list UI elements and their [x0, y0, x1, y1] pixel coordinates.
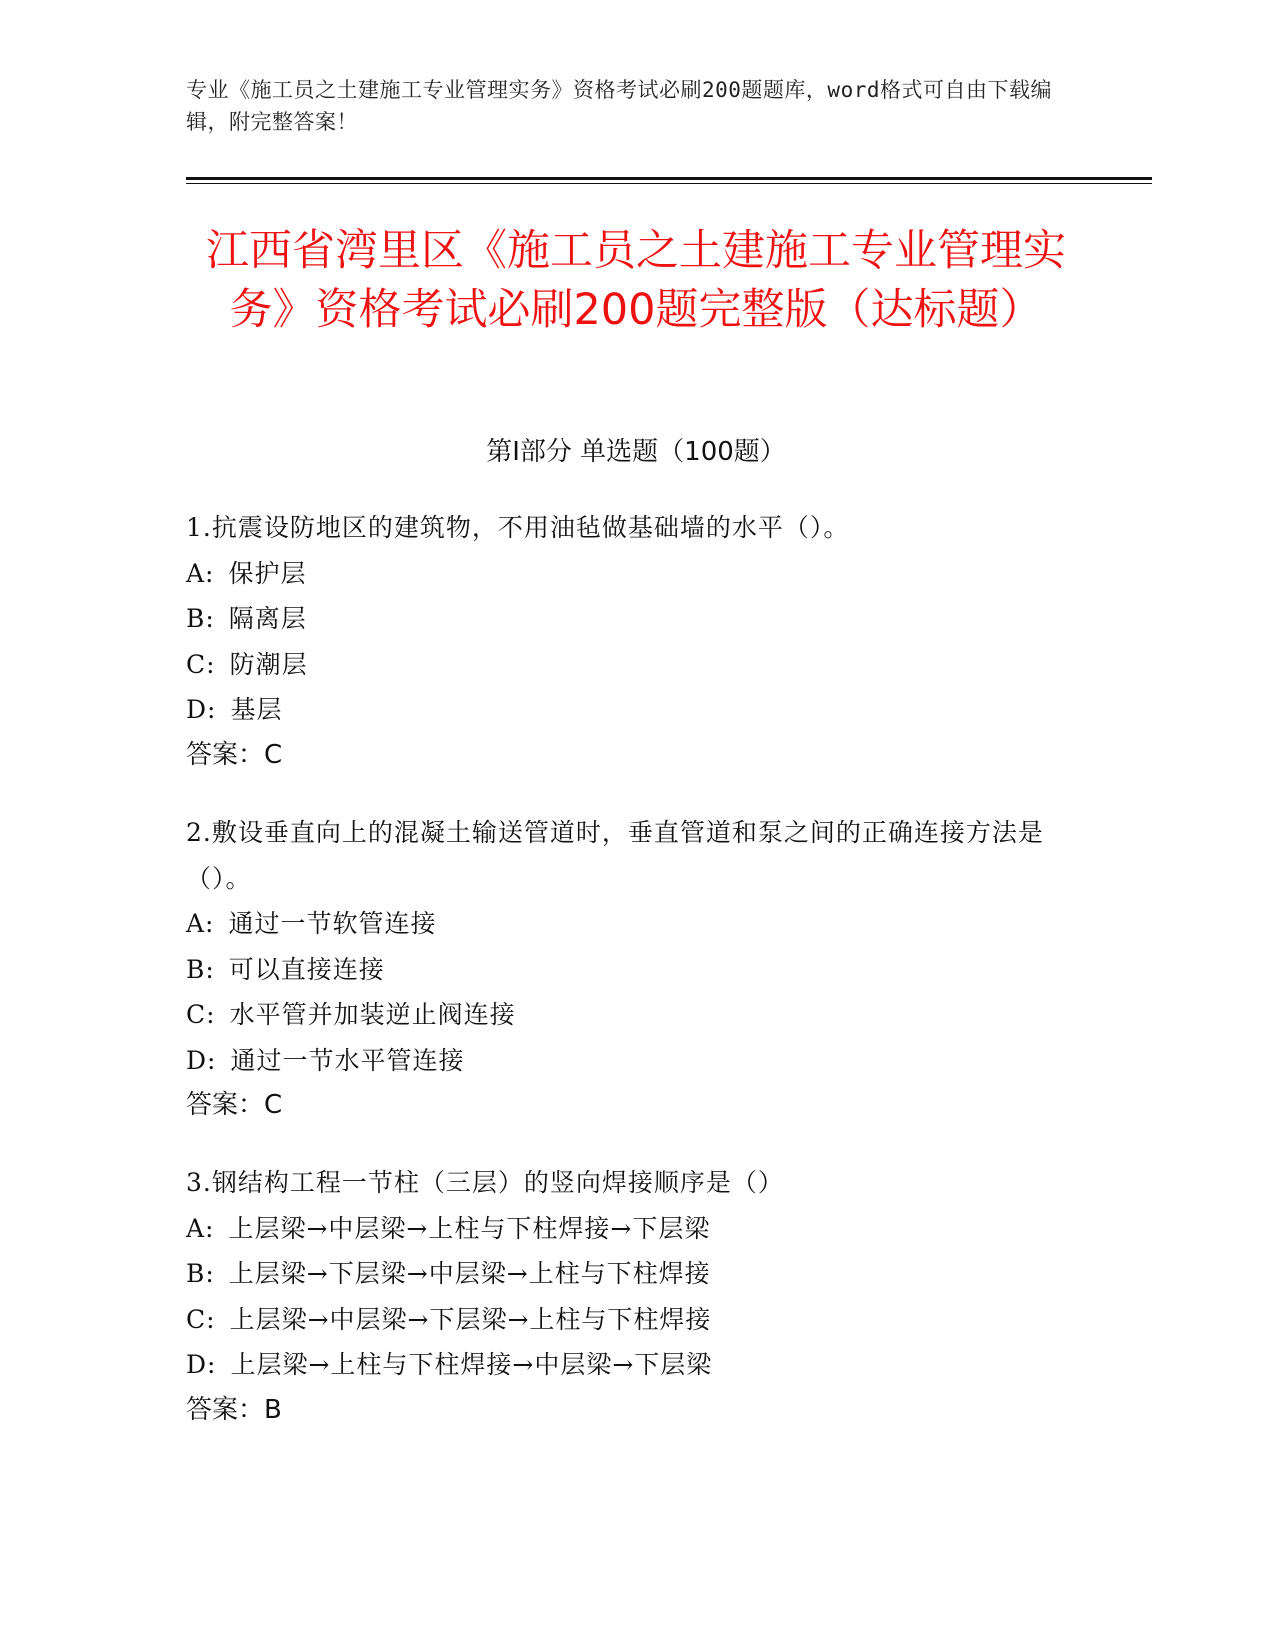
answer-label: 答案：	[186, 1394, 265, 1425]
question-2	[186, 810, 1066, 1129]
answer-value: C	[264, 739, 283, 770]
header-note: 专业《施工员之土建施工专业管理实务》资格考试必刷200题题库，word格式可自由下载编辑，附完整答案！	[186, 78, 1052, 134]
answer-value: B	[264, 1394, 282, 1425]
option-text: 基层	[230, 695, 283, 724]
option-key: A:	[186, 909, 215, 938]
section-title: 第I部分 单选题（100题）	[486, 437, 786, 467]
option-b	[186, 1251, 1066, 1297]
question-stem: 3.钢结构工程一节柱（三层）的竖向焊接顺序是（）	[186, 1168, 784, 1197]
answer-line	[186, 733, 1066, 779]
option-key: D:	[186, 1045, 217, 1075]
option-c	[186, 1297, 1066, 1343]
option-key: C:	[186, 1000, 216, 1029]
option-key: B:	[186, 954, 215, 984]
question-3	[186, 1160, 1066, 1433]
option-b	[186, 947, 1066, 993]
option-d	[186, 1038, 1066, 1084]
option-b	[186, 596, 1066, 642]
question-stem: 2.敷设垂直向上的混凝土输送管道时，垂直管道和泵之间的正确连接方法是（）。	[186, 818, 1044, 893]
question-1	[186, 505, 1066, 778]
question-stem: 1.抗震设防地区的建筑物，不用油毡做基础墙的水平（）。	[186, 513, 850, 542]
option-text: 上层梁→中层梁→下层梁→上柱与下柱焊接	[229, 1304, 712, 1334]
option-text: 通过一节水平管连接	[230, 1045, 465, 1075]
option-c	[186, 992, 1066, 1038]
document-title: 江西省湾里区《施工员之土建施工专业管理实务》资格考试必刷200题完整版（达标题）	[206, 226, 1066, 335]
answer-line	[186, 1388, 1066, 1434]
option-d	[186, 687, 1066, 733]
option-d	[186, 1342, 1066, 1388]
option-text: 上层梁→上柱与下柱焊接→中层梁→下层梁	[230, 1350, 713, 1379]
option-text: 水平管并加装逆止阀连接	[229, 1000, 516, 1029]
option-key: A:	[186, 1213, 215, 1243]
option-a	[186, 551, 1066, 597]
option-text: 防潮层	[229, 649, 308, 679]
answer-value: C	[264, 1090, 283, 1120]
option-text: 上层梁→中层梁→上柱与下柱焊接→下层梁	[228, 1213, 711, 1243]
option-key: A:	[186, 558, 215, 588]
option-text: 上层梁→下层梁→中层梁→上柱与下柱焊接	[228, 1259, 711, 1288]
option-key: B:	[186, 1259, 215, 1288]
option-a	[186, 1206, 1066, 1252]
option-key: D:	[186, 695, 217, 724]
header-rule-thin	[186, 183, 1152, 184]
option-c	[186, 642, 1066, 688]
option-text: 通过一节软管连接	[228, 909, 437, 938]
answer-label: 答案：	[186, 739, 265, 770]
option-key: C:	[186, 649, 216, 679]
option-a	[186, 901, 1066, 947]
header-rule-thick	[186, 177, 1152, 180]
option-key: C:	[186, 1304, 216, 1334]
option-text: 隔离层	[228, 604, 307, 633]
option-text: 保护层	[228, 558, 307, 588]
option-key: D:	[186, 1350, 217, 1379]
answer-label: 答案：	[186, 1090, 265, 1120]
option-key: B:	[186, 604, 215, 633]
option-text: 可以直接连接	[228, 954, 385, 984]
answer-line	[186, 1083, 1066, 1129]
